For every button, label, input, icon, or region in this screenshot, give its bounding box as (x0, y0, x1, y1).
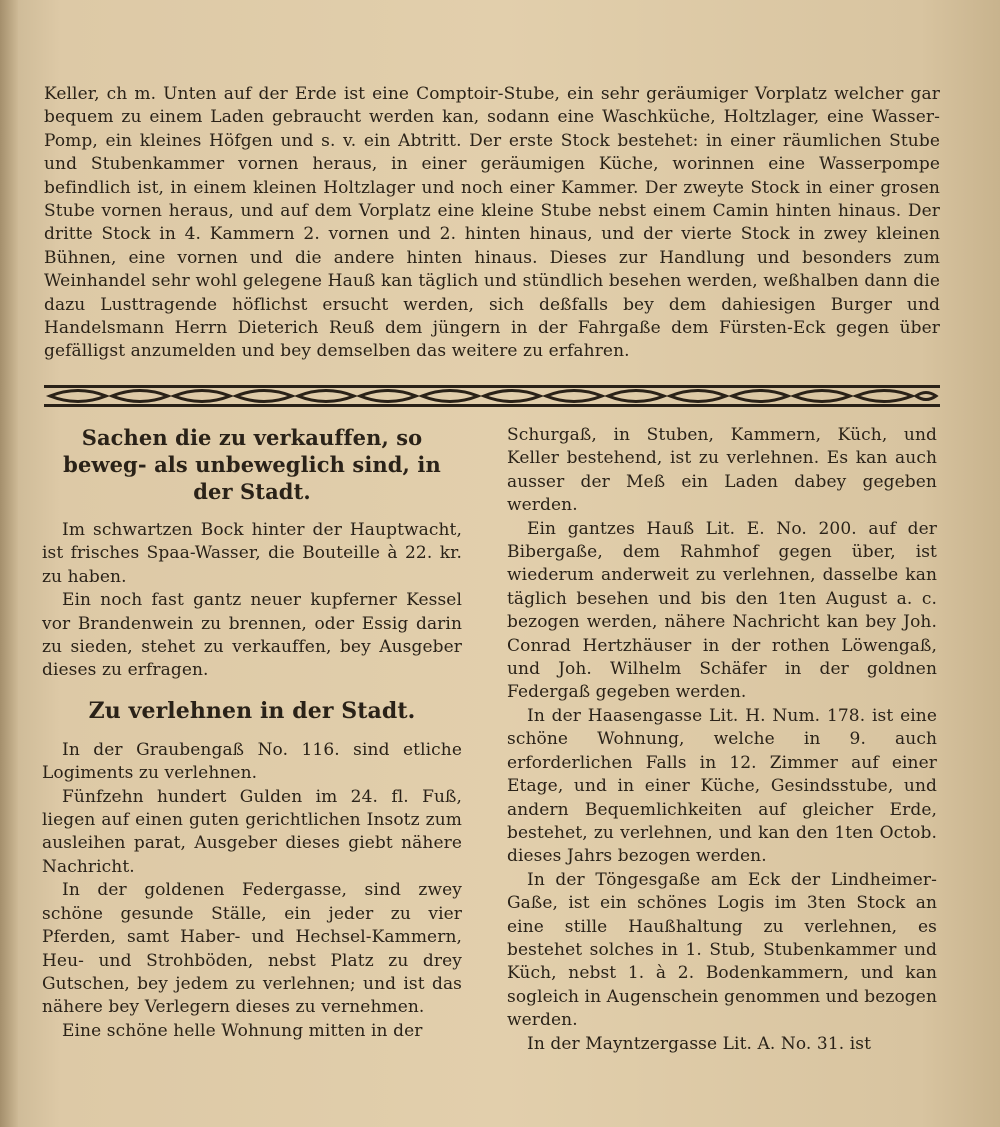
list-item: In der Haasengasse Lit. H. Num. 178. ist eine schöne Wohnung, welche in 9. auch erforderlichen Falls in 12. Zimmer auf einer Etage, und in einer Küche, Gesindsstube, und andern Bequemlichkeiten auf gleicher Erde, bestehet, zu verlehnen, und kan den 1ten Octob. dieses Jahrs bezogen werden. (507, 705, 937, 867)
top-paragraph: Keller, ch m. Unten auf der Erde ist eine Comptoir-Stube, ein sehr geräumiger Vorplatz welcher gar bequem zu einem Laden gebraucht werden kan, sodann eine Waschküche, Holtzlager, eine Wasser-Pomp, ein kleines Höfgen und s. v. ein Abtritt. Der erste Stock bestehet: in einer räumlichen Stube und Stubenkammer vornen heraus, in einer geräumigen Küche, worinnen eine Wasserpompe befindlich ist, in einem kleinen Holtzlager und noch einer Kammer. Der zweyte Stock in einer grosen Stube vornen heraus, und auf dem Vorplatz eine kleine Stube nebst einem Camin hinten hinaus. Der dritte Stock in 4. Kammern 2. vornen und 2. hinten hinaus, und der vierte Stock in zwey kleinen Bühnen, eine vornen und die andere hinten hinaus. Dieses zur Handlung und besonders zum Weinhandel sehr wohl gelegene Hauß kan täglich und stündlich besehen werden, weßhalben dann die dazu Lusttragende höflichst ersucht werden, sich deßfalls bey dem dahiesigen Burger und Handelsmann Herrn Dieterich Reuß dem jüngern in der Fahrgaße dem Fürsten-Eck gegen über gefälligst anzumelden und bey demselben das weitere zu erfahren. (44, 84, 940, 362)
list-item: In der Graubengaß No. 116. sind etliche Logiments zu verlehnen. (42, 739, 462, 784)
section-heading-for-sale: Sachen die zu verkauffen, so beweg- als unbeweglich sind, in der Stadt. (63, 425, 441, 504)
left-column (42, 424, 462, 1043)
list-item: In der Töngesgaße am Eck der Lindheimer-Gaße, ist ein schönes Logis im 3ten Stock an eine stille Haußhaltung zu verlehnen, es bestehet solches in 1. Stub, Stubenkammer und Küch, nebst 1. à 2. Bodenkammern, und kan sogleich in Augenschein genommen und bezogen werden. (507, 869, 937, 1031)
right-column (507, 424, 937, 1056)
list-item: Im schwartzen Bock hinter der Hauptwacht, ist frisches Spaa-Wasser, die Bouteille à 22. kr. zu haben. (42, 520, 462, 587)
ornamental-divider (44, 383, 940, 409)
list-item: Eine schöne helle Wohnung mitten in der (62, 1020, 423, 1041)
list-item: Ein noch fast gantz neuer kupferner Kessel vor Brandenwein zu brennen, oder Essig darin zu sieden, stehet zu verkauffen, bey Ausgeber dieses zu erfragen. (42, 590, 462, 681)
section-heading-for-rent: Zu verlehnen in der Stadt. (88, 697, 416, 724)
list-item: Fünfzehn hundert Gulden im 24. fl. Fuß, liegen auf einen guten gerichtlichen Insotz zum ausleihen parat, Ausgeber dieses giebt nähere Nachricht. (42, 786, 462, 877)
list-item: Ein gantzes Hauß Lit. E. No. 200. auf der Bibergaße, dem Rahmhof gegen über, ist wiederum anderweit zu verlehnen, dasselbe kan täglich besehen und bis den 1ten August a. c. bezogen werden, nähere Nachricht kan bey Joh. Conrad Hertzhäuser in der rothen Löwengaß, und Joh. Wilhelm Schäfer in der goldnen Federgaß gegeben werden. (507, 518, 937, 703)
list-item: In der goldenen Federgasse, sind zwey schöne gesunde Ställe, ein jeder zu vier Pferden, samt Haber- und Hechsel-Kammern, Heu- und Strohböden, nebst Platz zu drey Gutschen, bey jedem zu verlehnen; und ist das nähere bey Verlegern dieses zu vernehmen. (42, 880, 462, 1018)
list-item: In der Mayntzergasse Lit. A. No. 31. ist (527, 1033, 872, 1054)
list-item: Schurgaß, in Stuben, Kammern, Küch, und Keller bestehend, ist zu verlehnen. Es kan auch ausser der Meß ein Laden dabey gegeben werden. (507, 425, 937, 516)
page-spine (0, 0, 18, 1127)
